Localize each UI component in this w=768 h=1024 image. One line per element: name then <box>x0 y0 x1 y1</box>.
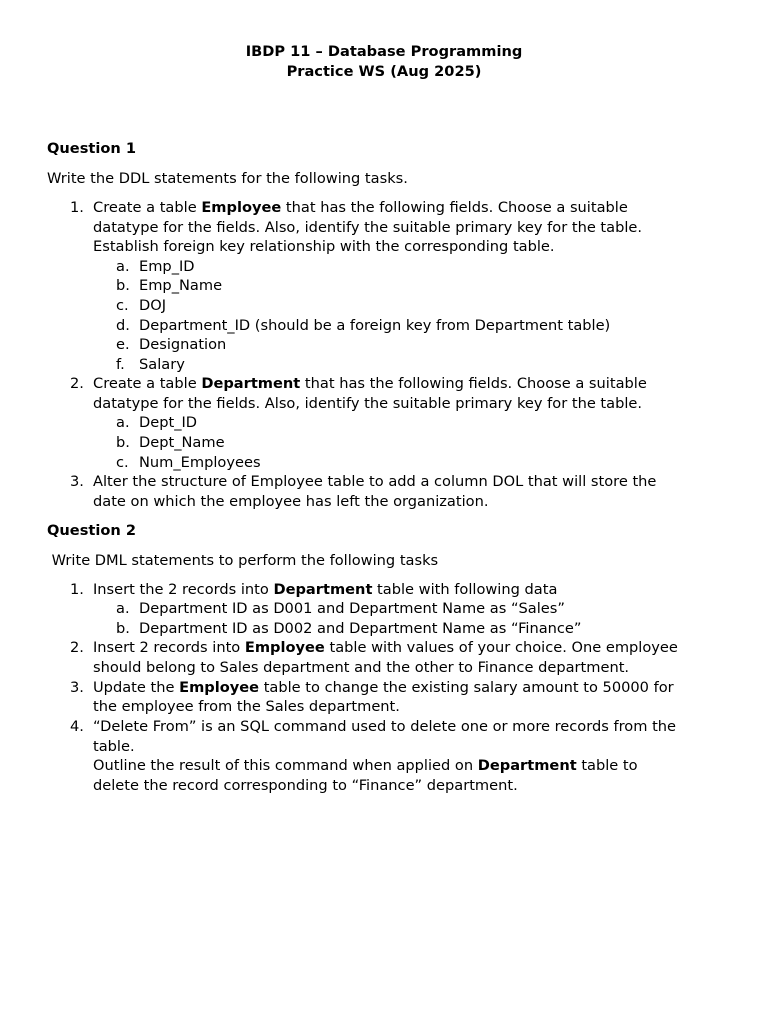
q2-item-3-number: 3. <box>70 679 84 696</box>
q1-item-2-number: 2. <box>70 375 84 392</box>
q1-item-1-sub-item: Designation <box>139 336 227 353</box>
q1-item-2-sub-letter: c. <box>116 454 129 471</box>
q1-item-1-sub-item: Department_ID (should be a foreign key from Department table) <box>139 317 611 334</box>
q1-item-3-line-2: date on which the employee has left the organization. <box>93 493 489 510</box>
q1-item-1-sub-letter: b. <box>116 277 130 294</box>
q2-item-1-sub-letter: a. <box>116 600 130 617</box>
q2-item-4-line-3: Outline the result of this command when applied on Department table to <box>93 757 638 774</box>
q2-item-3-line-2: the employee from the Sales department. <box>93 698 400 715</box>
doc-title: IBDP 11 – Database Programming <box>245 43 523 60</box>
doc-subtitle: Practice WS (Aug 2025) <box>286 63 482 80</box>
question-1-intro: Write the DDL statements for the following tasks. <box>47 170 408 187</box>
q2-item-3-table-name: Employee <box>179 679 260 696</box>
question-2-intro: Write DML statements to perform the following tasks <box>47 552 439 569</box>
q1-item-1-table-name: Employee <box>201 199 282 216</box>
q1-item-1-line-2: datatype for the fields. Also, identify the suitable primary key for the table. <box>93 219 643 236</box>
q1-item-1-sub-item: Emp_ID <box>139 258 195 275</box>
q1-item-2-sub-item: Dept_Name <box>139 434 225 451</box>
q1-item-3-line-1: Alter the structure of Employee table to add a column DOL that will store the <box>93 473 657 490</box>
q2-item-1-sub-letter: b. <box>116 620 130 637</box>
q1-item-1-number: 1. <box>70 199 84 216</box>
q1-item-1-sub-item: DOJ <box>139 297 167 314</box>
q2-item-1-sub-item: Department ID as D002 and Department Name as “Finance” <box>139 620 582 637</box>
q2-item-4-table-name: Department <box>477 757 577 774</box>
q1-item-1-sub-letter: e. <box>116 336 130 353</box>
q1-item-1-line-3: Establish foreign key relationship with the corresponding table. <box>93 238 555 255</box>
question-1-heading: Question 1 <box>47 140 137 157</box>
q2-item-1-sub-item: Department ID as D001 and Department Name as “Sales” <box>139 600 565 617</box>
q2-item-2-number: 2. <box>70 639 84 656</box>
q2-item-2-table-name: Employee <box>244 639 325 656</box>
q2-item-4-line-4: delete the record corresponding to “Finance” department. <box>93 777 518 794</box>
q2-item-2-line-1: Insert 2 records into Employee table with values of your choice. One employee <box>93 639 678 656</box>
q2-item-1-number: 1. <box>70 581 84 598</box>
q2-item-3-line-1: Update the Employee table to change the existing salary amount to 50000 for <box>93 679 674 696</box>
q1-item-2-table-name: Department <box>201 375 301 392</box>
q2-item-4-line-1: “Delete From” is an SQL command used to delete one or more records from the <box>93 718 677 735</box>
q1-item-2-line-2: datatype for the fields. Also, identify the suitable primary key for the table. <box>93 395 643 412</box>
q1-item-1-sub-letter: d. <box>116 317 130 334</box>
q1-item-2-sub-item: Dept_ID <box>139 414 198 431</box>
question-2-heading: Question 2 <box>47 522 137 539</box>
q1-item-2-line-1: Create a table Department that has the following fields. Choose a suitable <box>93 375 647 392</box>
q1-item-2-sub-item: Num_Employees <box>139 454 261 471</box>
q2-item-1-table-name: Department <box>273 581 373 598</box>
q1-item-2-sub-letter: a. <box>116 414 130 431</box>
q1-item-1-sub-letter: a. <box>116 258 130 275</box>
q1-item-2-sub-letter: b. <box>116 434 130 451</box>
q2-item-4-line-2: table. <box>93 738 135 755</box>
q2-item-1-line-1: Insert the 2 records into Department table with following data <box>93 581 558 598</box>
q1-item-1-sub-item: Salary <box>139 356 185 373</box>
q1-item-1-sub-letter: f. <box>116 356 125 373</box>
q1-item-1-sub-item: Emp_Name <box>139 277 223 294</box>
q2-item-4-number: 4. <box>70 718 84 735</box>
q2-item-2-line-2: should belong to Sales department and the other to Finance department. <box>93 659 630 676</box>
q1-item-1-sub-letter: c. <box>116 297 129 314</box>
q1-item-3-number: 3. <box>70 473 84 490</box>
q1-item-1-line-1: Create a table Employee that has the following fields. Choose a suitable <box>93 199 628 216</box>
